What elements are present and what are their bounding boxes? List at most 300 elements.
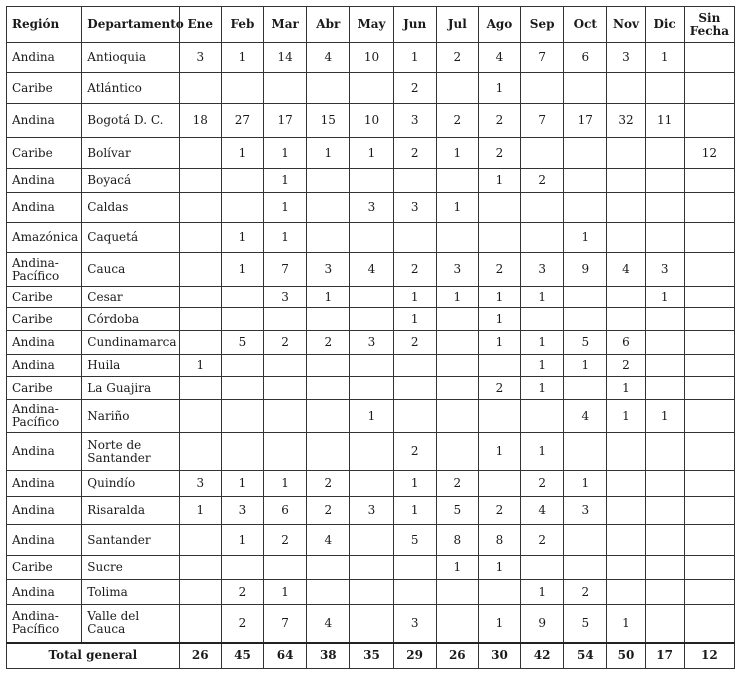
table-footer	[7, 643, 735, 669]
value-cell: 1	[264, 169, 307, 193]
value-cell: 32	[607, 104, 645, 138]
value-cell: 3	[264, 287, 307, 308]
value-cell	[607, 287, 645, 308]
department-cell: Sucre	[82, 556, 179, 580]
column-header: Sep	[521, 7, 564, 43]
value-cell	[607, 525, 645, 556]
value-cell	[645, 331, 684, 355]
department-cell: Boyacá	[82, 169, 179, 193]
column-header: Departamento	[82, 7, 179, 43]
column-header: Sin Fecha	[684, 7, 734, 43]
table-row	[7, 73, 735, 104]
value-cell	[350, 556, 393, 580]
value-cell	[564, 433, 607, 471]
value-cell: 3	[645, 253, 684, 287]
value-cell	[350, 525, 393, 556]
value-cell: 1	[307, 287, 350, 308]
value-cell	[221, 355, 263, 377]
value-cell: 7	[264, 253, 307, 287]
value-cell: 2	[393, 331, 436, 355]
value-cell	[684, 287, 734, 308]
value-cell	[436, 355, 478, 377]
value-cell: 2	[436, 43, 478, 73]
value-cell	[393, 223, 436, 253]
department-cell: Córdoba	[82, 308, 179, 331]
value-cell: 1	[436, 193, 478, 223]
region-cell: Caribe	[7, 73, 82, 104]
department-cell: Bolívar	[82, 138, 179, 169]
value-cell: 1	[564, 471, 607, 497]
value-cell: 1	[221, 525, 263, 556]
value-cell: 8	[478, 525, 520, 556]
value-cell: 1	[393, 497, 436, 525]
value-cell	[179, 193, 221, 223]
value-cell	[393, 377, 436, 400]
value-cell	[684, 73, 734, 104]
value-cell: 3	[564, 497, 607, 525]
value-cell	[307, 193, 350, 223]
value-cell	[607, 556, 645, 580]
value-cell	[684, 223, 734, 253]
value-cell	[684, 331, 734, 355]
region-cell: Andina-Pacífico	[7, 605, 82, 643]
total-value-cell: 45	[221, 643, 263, 669]
table-row	[7, 471, 735, 497]
value-cell	[645, 169, 684, 193]
value-cell: 1	[221, 253, 263, 287]
total-value-cell: 54	[564, 643, 607, 669]
total-value-cell: 17	[645, 643, 684, 669]
value-cell	[179, 287, 221, 308]
column-header: Región	[7, 7, 82, 43]
value-cell: 1	[645, 43, 684, 73]
value-cell	[684, 308, 734, 331]
value-cell: 1	[221, 138, 263, 169]
value-cell	[179, 169, 221, 193]
value-cell: 1	[478, 331, 520, 355]
value-cell: 1	[521, 287, 564, 308]
value-cell	[684, 433, 734, 471]
region-cell: Andina-Pacífico	[7, 400, 82, 433]
value-cell: 2	[436, 104, 478, 138]
value-cell	[607, 73, 645, 104]
value-cell: 2	[436, 471, 478, 497]
value-cell	[521, 223, 564, 253]
value-cell	[607, 497, 645, 525]
value-cell: 5	[221, 331, 263, 355]
value-cell: 3	[179, 471, 221, 497]
column-header: Ene	[179, 7, 221, 43]
column-header: Ago	[478, 7, 520, 43]
value-cell	[350, 605, 393, 643]
value-cell: 1	[607, 400, 645, 433]
value-cell	[221, 556, 263, 580]
total-value-cell: 30	[478, 643, 520, 669]
value-cell	[684, 43, 734, 73]
value-cell: 3	[350, 193, 393, 223]
value-cell	[684, 377, 734, 400]
value-cell	[564, 525, 607, 556]
value-cell	[393, 169, 436, 193]
value-cell	[645, 308, 684, 331]
value-cell	[179, 253, 221, 287]
table-row	[7, 497, 735, 525]
value-cell	[564, 556, 607, 580]
value-cell	[684, 471, 734, 497]
column-header: May	[350, 7, 393, 43]
total-value-cell: 38	[307, 643, 350, 669]
value-cell	[393, 400, 436, 433]
value-cell	[684, 497, 734, 525]
department-cell: Nariño	[82, 400, 179, 433]
value-cell	[307, 433, 350, 471]
value-cell	[221, 400, 263, 433]
value-cell	[684, 193, 734, 223]
value-cell: 1	[478, 73, 520, 104]
table-row	[7, 580, 735, 605]
value-cell: 2	[264, 525, 307, 556]
value-cell: 1	[221, 471, 263, 497]
value-cell	[264, 556, 307, 580]
value-cell	[684, 580, 734, 605]
value-cell	[307, 377, 350, 400]
department-cell: Cesar	[82, 287, 179, 308]
value-cell	[684, 556, 734, 580]
value-cell: 3	[221, 497, 263, 525]
region-cell: Andina	[7, 471, 82, 497]
total-value-cell: 50	[607, 643, 645, 669]
value-cell	[521, 138, 564, 169]
total-value-cell: 35	[350, 643, 393, 669]
value-cell	[478, 580, 520, 605]
value-cell	[607, 223, 645, 253]
value-cell: 1	[478, 287, 520, 308]
value-cell	[221, 169, 263, 193]
value-cell: 2	[307, 497, 350, 525]
table-row	[7, 104, 735, 138]
value-cell: 3	[307, 253, 350, 287]
table-row	[7, 287, 735, 308]
department-cell: Santander	[82, 525, 179, 556]
value-cell: 1	[564, 355, 607, 377]
value-cell	[478, 355, 520, 377]
value-cell	[350, 287, 393, 308]
value-cell: 5	[436, 497, 478, 525]
value-cell	[645, 377, 684, 400]
value-cell	[684, 605, 734, 643]
region-cell: Caribe	[7, 138, 82, 169]
value-cell	[179, 400, 221, 433]
value-cell	[179, 377, 221, 400]
value-cell: 2	[221, 605, 263, 643]
value-cell	[350, 377, 393, 400]
value-cell: 7	[264, 605, 307, 643]
value-cell	[607, 471, 645, 497]
value-cell	[607, 138, 645, 169]
value-cell: 9	[564, 253, 607, 287]
column-header: Jul	[436, 7, 478, 43]
value-cell: 1	[436, 287, 478, 308]
value-cell	[221, 287, 263, 308]
value-cell: 15	[307, 104, 350, 138]
header-row	[7, 7, 735, 43]
value-cell	[179, 556, 221, 580]
table-row	[7, 253, 735, 287]
value-cell	[564, 73, 607, 104]
table-row	[7, 169, 735, 193]
value-cell: 1	[521, 331, 564, 355]
value-cell: 1	[264, 193, 307, 223]
value-cell	[307, 556, 350, 580]
column-header: Jun	[393, 7, 436, 43]
value-cell: 3	[436, 253, 478, 287]
value-cell	[436, 377, 478, 400]
value-cell: 2	[521, 525, 564, 556]
value-cell	[436, 605, 478, 643]
value-cell	[645, 556, 684, 580]
value-cell	[684, 169, 734, 193]
department-cell: Tolima	[82, 580, 179, 605]
value-cell: 4	[350, 253, 393, 287]
value-cell: 1	[645, 400, 684, 433]
value-cell: 6	[264, 497, 307, 525]
table-row	[7, 331, 735, 355]
value-cell	[645, 193, 684, 223]
value-cell	[607, 308, 645, 331]
value-cell: 17	[264, 104, 307, 138]
value-cell: 1	[478, 605, 520, 643]
value-cell	[607, 433, 645, 471]
department-cell: Quindío	[82, 471, 179, 497]
total-row	[7, 643, 735, 669]
value-cell	[645, 73, 684, 104]
value-cell	[564, 169, 607, 193]
value-cell: 2	[478, 497, 520, 525]
value-cell	[179, 525, 221, 556]
value-cell: 1	[478, 308, 520, 331]
region-cell: Amazónica	[7, 223, 82, 253]
value-cell	[607, 169, 645, 193]
value-cell: 5	[564, 605, 607, 643]
table-row	[7, 193, 735, 223]
value-cell	[350, 223, 393, 253]
table-row	[7, 525, 735, 556]
value-cell	[221, 308, 263, 331]
value-cell	[264, 377, 307, 400]
region-cell: Andina	[7, 169, 82, 193]
region-cell: Andina	[7, 104, 82, 138]
value-cell: 1	[179, 497, 221, 525]
data-table	[6, 6, 735, 669]
value-cell	[607, 580, 645, 605]
value-cell	[436, 580, 478, 605]
value-cell	[436, 223, 478, 253]
total-value-cell: 26	[179, 643, 221, 669]
department-cell: Norte de Santander	[82, 433, 179, 471]
value-cell	[436, 433, 478, 471]
value-cell: 1	[393, 471, 436, 497]
department-cell: Bogotá D. C.	[82, 104, 179, 138]
value-cell: 1	[264, 580, 307, 605]
value-cell: 5	[393, 525, 436, 556]
table-row	[7, 308, 735, 331]
region-cell: Caribe	[7, 308, 82, 331]
value-cell: 4	[307, 525, 350, 556]
value-cell: 3	[393, 104, 436, 138]
value-cell	[521, 308, 564, 331]
value-cell: 1	[436, 556, 478, 580]
value-cell: 1	[645, 287, 684, 308]
value-cell: 2	[264, 331, 307, 355]
value-cell	[264, 433, 307, 471]
value-cell: 1	[350, 138, 393, 169]
value-cell	[350, 471, 393, 497]
value-cell	[264, 308, 307, 331]
department-cell: Caquetá	[82, 223, 179, 253]
value-cell: 2	[521, 169, 564, 193]
value-cell	[393, 580, 436, 605]
value-cell	[645, 355, 684, 377]
value-cell	[684, 525, 734, 556]
region-cell: Andina	[7, 580, 82, 605]
value-cell	[350, 433, 393, 471]
department-cell: Antioquia	[82, 43, 179, 73]
region-cell: Andina	[7, 331, 82, 355]
value-cell: 1	[264, 138, 307, 169]
value-cell	[645, 471, 684, 497]
total-label: Total general	[7, 643, 180, 669]
value-cell	[436, 169, 478, 193]
value-cell	[179, 605, 221, 643]
value-cell	[521, 556, 564, 580]
region-cell: Andina	[7, 525, 82, 556]
value-cell	[350, 73, 393, 104]
value-cell	[307, 169, 350, 193]
value-cell: 1	[521, 377, 564, 400]
value-cell: 9	[521, 605, 564, 643]
value-cell: 2	[478, 104, 520, 138]
region-cell: Andina	[7, 497, 82, 525]
value-cell: 1	[221, 43, 263, 73]
value-cell: 2	[393, 253, 436, 287]
value-cell: 2	[393, 433, 436, 471]
value-cell	[307, 223, 350, 253]
value-cell: 2	[393, 138, 436, 169]
value-cell: 1	[478, 433, 520, 471]
table-body	[7, 43, 735, 643]
value-cell	[264, 355, 307, 377]
value-cell	[521, 400, 564, 433]
value-cell: 2	[393, 73, 436, 104]
value-cell: 2	[478, 138, 520, 169]
value-cell: 1	[564, 223, 607, 253]
value-cell: 3	[350, 497, 393, 525]
value-cell: 1	[607, 377, 645, 400]
value-cell: 18	[179, 104, 221, 138]
value-cell	[436, 73, 478, 104]
value-cell	[264, 400, 307, 433]
value-cell: 1	[478, 169, 520, 193]
value-cell: 7	[521, 104, 564, 138]
value-cell: 1	[521, 433, 564, 471]
value-cell: 1	[521, 355, 564, 377]
department-cell: Cauca	[82, 253, 179, 287]
value-cell	[179, 433, 221, 471]
value-cell: 1	[393, 43, 436, 73]
value-cell: 3	[521, 253, 564, 287]
value-cell	[221, 377, 263, 400]
column-header: Dic	[645, 7, 684, 43]
value-cell: 1	[393, 287, 436, 308]
table-row	[7, 355, 735, 377]
value-cell	[521, 73, 564, 104]
value-cell: 6	[564, 43, 607, 73]
department-cell: Risaralda	[82, 497, 179, 525]
value-cell	[307, 308, 350, 331]
total-value-cell: 26	[436, 643, 478, 669]
region-cell: Andina	[7, 43, 82, 73]
value-cell: 1	[350, 400, 393, 433]
value-cell	[179, 331, 221, 355]
region-cell: Andina-Pacífico	[7, 253, 82, 287]
value-cell: 1	[521, 580, 564, 605]
column-header: Feb	[221, 7, 263, 43]
value-cell	[645, 433, 684, 471]
value-cell: 1	[307, 138, 350, 169]
value-cell: 1	[436, 138, 478, 169]
value-cell	[436, 331, 478, 355]
value-cell	[436, 400, 478, 433]
value-cell: 4	[307, 605, 350, 643]
value-cell: 14	[264, 43, 307, 73]
table-row	[7, 400, 735, 433]
value-cell	[436, 308, 478, 331]
value-cell: 4	[607, 253, 645, 287]
department-cell: Huila	[82, 355, 179, 377]
total-value-cell: 64	[264, 643, 307, 669]
total-value-cell: 42	[521, 643, 564, 669]
column-header: Abr	[307, 7, 350, 43]
table-row	[7, 138, 735, 169]
value-cell	[521, 193, 564, 223]
department-cell: Caldas	[82, 193, 179, 223]
value-cell	[221, 433, 263, 471]
value-cell	[645, 580, 684, 605]
department-cell: Cundinamarca	[82, 331, 179, 355]
value-cell: 1	[478, 556, 520, 580]
value-cell	[478, 471, 520, 497]
value-cell: 5	[564, 331, 607, 355]
table-header	[7, 7, 735, 43]
value-cell	[684, 104, 734, 138]
value-cell: 3	[393, 605, 436, 643]
value-cell	[307, 400, 350, 433]
value-cell	[478, 400, 520, 433]
value-cell: 3	[393, 193, 436, 223]
value-cell: 7	[521, 43, 564, 73]
department-cell: La Guajira	[82, 377, 179, 400]
value-cell	[393, 355, 436, 377]
department-cell: Valle del Cauca	[82, 605, 179, 643]
value-cell: 1	[264, 471, 307, 497]
value-cell: 2	[478, 253, 520, 287]
value-cell: 17	[564, 104, 607, 138]
value-cell	[393, 556, 436, 580]
value-cell	[564, 308, 607, 331]
value-cell: 1	[179, 355, 221, 377]
value-cell	[221, 73, 263, 104]
value-cell	[307, 73, 350, 104]
